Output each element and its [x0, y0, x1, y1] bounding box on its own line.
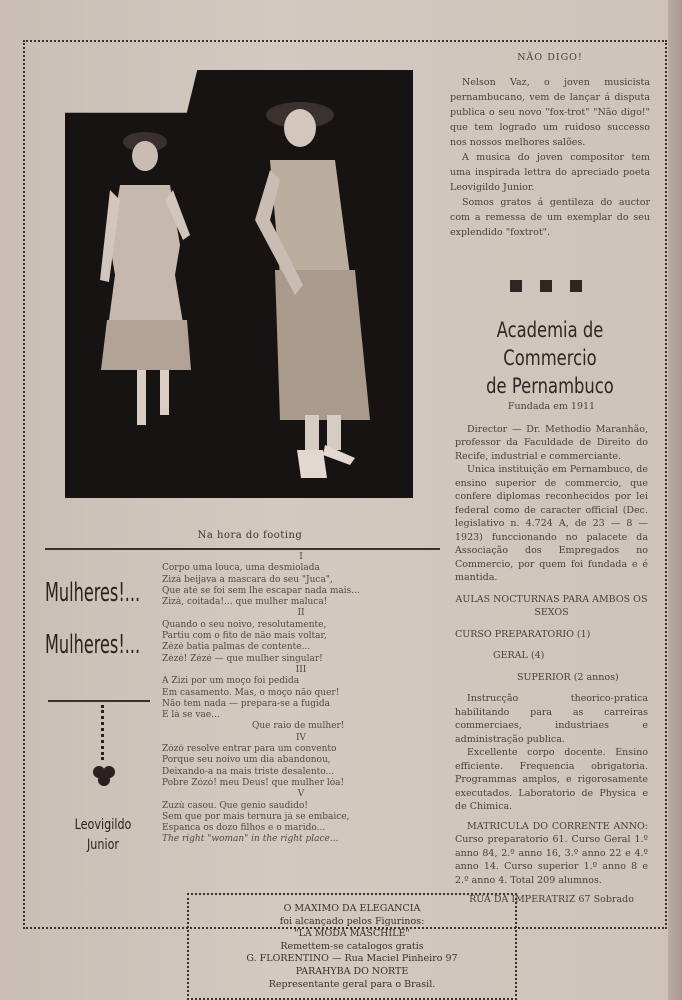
poem-line: Não tem nada — prepara-se a fugida — [162, 698, 331, 709]
poem-body — [162, 552, 440, 846]
academia-geral: GERAL (4) — [493, 650, 545, 661]
poem-author — [67, 815, 139, 855]
article-paragraph: Somos gratos á gentileza do auctor com a remessa de um exemplar do seu explendido "foxtrot". — [450, 197, 650, 238]
woman-right-figure — [255, 102, 370, 478]
poem-line: Zézé! Zézé — que mulher singular! — [162, 653, 323, 664]
advert-line: G. FLORENTINO — Rua Maciel Pinheiro 97 — [246, 953, 458, 965]
poem-line: Zizá, coitada!... que mulher maluca! — [162, 597, 328, 608]
advert-line: Representante geral para o Brasil. — [268, 978, 436, 990]
clover-icon — [90, 762, 118, 790]
article-nao-digo — [450, 50, 650, 240]
stanza-number: II — [297, 608, 305, 619]
poem-line: Sem que por mais ternura já se embaice, — [162, 811, 350, 822]
academia-body — [455, 400, 648, 907]
section-rule — [45, 548, 440, 550]
poem-line: Que até se foi sem lhe escapar nada mais... — [162, 585, 360, 596]
advert-line: O MAXIMO DA ELEGANCIA — [283, 903, 421, 914]
advert-line: foi alcançado pelos Figurinos: — [279, 915, 425, 927]
footing-photo — [65, 70, 413, 498]
academia-instrucao: Instrucção theorico-pratica habilitando para as carreiras commerciaes, industriaes e administração publica. — [455, 693, 648, 745]
academia-superior: SUPERIOR (2 annos) — [517, 671, 619, 683]
author-line1: Leovigildo — [74, 817, 132, 833]
poem-line: Pobre Zózó! meu Deus! que mulher lóa! — [162, 777, 345, 788]
poem-line: Corpo uma louca, uma desmiolada — [162, 563, 320, 574]
academia-curso: CURSO PREPARATORIO (1) — [455, 628, 591, 640]
stanza-number: IV — [295, 732, 307, 743]
poem-line: Espanca os dozo filhos e o marido... — [162, 823, 326, 834]
poem-line: Partiu com o fito de não mais voltar, — [162, 631, 327, 642]
article-title: NÃO DIGO! — [517, 52, 583, 63]
academia-unique: Unica instituição em Pernambuco, de ensino superior de commercio, que confere diplomas reconhecidos por lei federal como de caracter official (Dec. legislativo n. 4.724 A, de 23 — 8 — 1923) funccionando no palacete da Associação dos Empregados no Commercio, por quem foi fundada e é mantida. — [455, 464, 648, 583]
advert-box — [187, 893, 517, 1000]
stanza-number: V — [297, 789, 305, 800]
poem-line: Quando o seu noivo, resolutamente, — [162, 619, 327, 630]
advert-line: Remettem-se catalogos gratis — [280, 940, 424, 952]
advert-line: "LA MODA MASCHILE" — [294, 928, 410, 940]
photo-caption: Na hora do footing — [197, 530, 303, 541]
poem-line: Zuzú casou. Que genio saudido! — [162, 800, 309, 811]
article-paragraph: Nelson Vaz, o joven musicista pernambucano, vem de lançar á disputa publica o seu novo "fox-trot" "Não digo!" que tem logrado um ruidoso successo nos nossos melhores salões. — [450, 77, 650, 148]
academia-corpo: Excellente corpo docente. Ensino efficiente. Frequencia obrigatoria. Programmas amplos, e rigorosamente executados. Laboratorio de Physica e de Chimica. — [455, 747, 648, 812]
poem-line: A Zizi por um moço foi pedida — [162, 676, 300, 687]
author-line2: Junior — [86, 837, 120, 853]
poem-line: E lá se vae... — [162, 710, 220, 721]
poem-title-line2: Mulheres!... — [45, 630, 141, 660]
academia-founded: Fundada em 1911 — [507, 401, 596, 412]
academia-address: RUA DA IMPERATRIZ 67 Sobrado — [469, 894, 634, 905]
photo-figures — [65, 70, 413, 498]
poem-line: Deixando-a na mais triste desalento... — [162, 766, 335, 777]
academia-director: Director — Dr. Methodio Maranhão, professor da Faculdade de Direito do Recife, industrial e commerciante. — [455, 423, 648, 462]
square-ornament — [540, 280, 552, 292]
poem-line: Zézé batia palmas de contente... — [162, 642, 311, 653]
stanza-number: III — [295, 664, 307, 675]
poem-line: The right "woman" in the right place... — [162, 834, 339, 845]
divider-squares — [510, 280, 582, 292]
academia-matricula: MATRICULA DO CORRENTE ANNO: Curso preparatorio 61. Curso Geral 1.º anno 84, 2.º anno 16, 3.º anno 22 e 4.º anno 14. Curso superior 1.º anno 8 e 2.º anno 4. Total 209 alumnos. — [455, 820, 648, 886]
title-rule — [48, 700, 150, 702]
academia-title-line1: Academia de Commercio — [496, 318, 604, 370]
dotted-line-ornament — [101, 705, 107, 760]
poem-line: Em casamento. Mas, o moço não quer! — [162, 687, 340, 698]
academia-title-line2: de Pernambuco — [486, 374, 614, 398]
square-ornament — [510, 280, 522, 292]
poem-line: Zizá beijava a mascara do seu "Juca", — [162, 574, 333, 585]
poem-line: Porque seu noivo um dia abandonou, — [162, 755, 331, 766]
stanza-number: I — [299, 552, 303, 562]
woman-left-figure — [100, 132, 191, 425]
academia-aulas: AULAS NOCTURNAS PARA AMBOS OS SEXOS — [455, 593, 648, 618]
poem-line: Que raio de mulher! — [252, 721, 345, 732]
square-ornament — [570, 280, 582, 292]
academia-heading — [474, 316, 627, 400]
article-paragraph: A musica do joven compositor tem uma inspirada lettra do apreciado poeta Leovigildo Junior. — [450, 152, 650, 193]
poem-line: Zózó resolve entrar para um convento — [162, 744, 337, 755]
poem-title-line1: Mulheres!... — [45, 578, 141, 608]
advert-line: PARAHYBA DO NORTE — [295, 965, 409, 977]
page-edge — [668, 0, 682, 1000]
